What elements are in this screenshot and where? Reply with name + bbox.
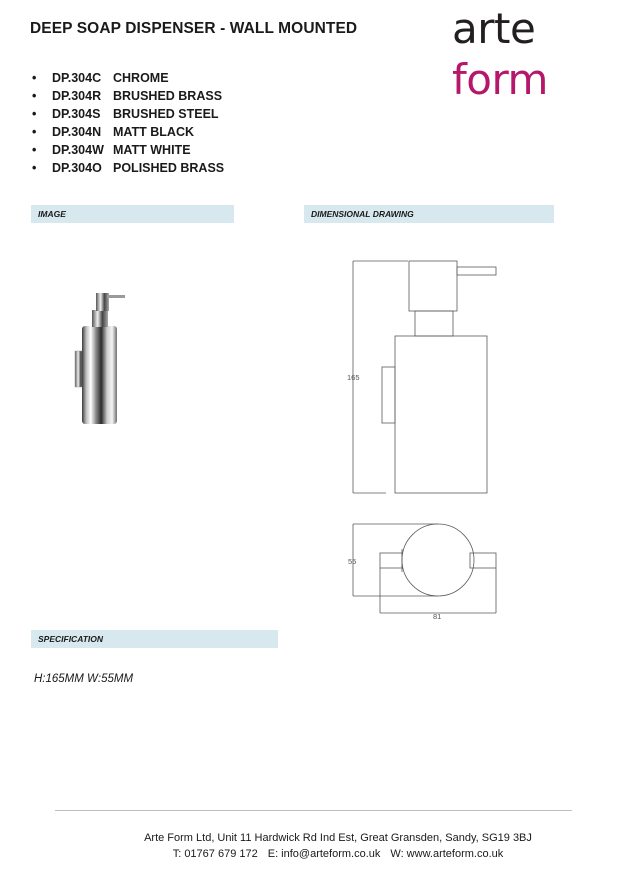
dimension-drawing-plan	[340, 515, 510, 625]
footer-email[interactable]: E: info@arteform.co.uk	[267, 848, 381, 860]
dispenser-body-shape	[82, 326, 117, 424]
variant-code: DP.304N	[52, 125, 102, 139]
list-item	[32, 87, 224, 105]
body-circle-outline	[402, 524, 474, 596]
wallplate-outline	[380, 553, 402, 568]
list-item	[32, 159, 224, 177]
variant-code: DP.304R	[52, 89, 102, 103]
footer-phone: T: 01767 679 172	[172, 848, 258, 860]
list-item	[32, 123, 224, 141]
variant-finish: BRUSHED BRASS	[113, 89, 223, 103]
variant-code: DP.304O	[52, 161, 102, 175]
pump-spout-shape	[107, 295, 125, 298]
variant-finish: MATT WHITE	[113, 143, 191, 157]
variant-finish: MATT BLACK	[113, 125, 194, 139]
specification-section-header: SPECIFICATION	[31, 630, 278, 648]
dispenser-neck-shape	[92, 310, 108, 327]
variant-code: DP.304C	[52, 71, 102, 85]
variant-code: DP.304W	[52, 143, 104, 157]
logo-text-top: arte	[452, 4, 536, 53]
footer-address: Arte Form Ltd, Unit 11 Hardwick Rd Ind Est, Great Gransden, Sandy, SG19 3BJ	[144, 832, 532, 844]
dimension-drawing-side	[340, 255, 510, 505]
bracket-outline	[382, 367, 395, 423]
variant-finish: BRUSHED STEEL	[113, 107, 219, 121]
width-label: 81	[433, 612, 442, 621]
spout-outline	[457, 267, 496, 275]
bullet-icon: •	[32, 89, 37, 103]
variant-list	[32, 69, 224, 177]
list-item	[32, 141, 224, 159]
product-image	[60, 280, 160, 430]
list-item	[32, 69, 224, 87]
depth-label: 55	[348, 557, 357, 566]
bullet-icon: •	[32, 161, 37, 175]
variant-finish: POLISHED BRASS	[113, 161, 225, 175]
pump-head-outline	[409, 261, 457, 311]
footer-website[interactable]: W: www.arteform.co.uk	[390, 848, 504, 860]
variant-code: DP.304S	[52, 107, 101, 121]
bullet-icon: •	[32, 125, 37, 139]
list-item	[32, 105, 224, 123]
variant-finish: CHROME	[113, 71, 169, 85]
neck-outline	[415, 311, 453, 336]
footer-divider	[55, 810, 572, 811]
specification-text: H:165MM W:55MM	[34, 673, 134, 685]
body-outline	[395, 336, 487, 493]
height-label: 165	[347, 373, 360, 382]
image-section-header: IMAGE	[31, 205, 234, 223]
footer-contact	[0, 848, 626, 860]
page-title: DEEP SOAP DISPENSER - WALL MOUNTED	[30, 20, 358, 37]
bullet-icon: •	[32, 107, 37, 121]
logo-text-bottom: form	[452, 55, 548, 104]
bullet-icon: •	[32, 143, 37, 157]
drawing-section-header: DIMENSIONAL DRAWING	[304, 205, 554, 223]
bullet-icon: •	[32, 71, 37, 85]
